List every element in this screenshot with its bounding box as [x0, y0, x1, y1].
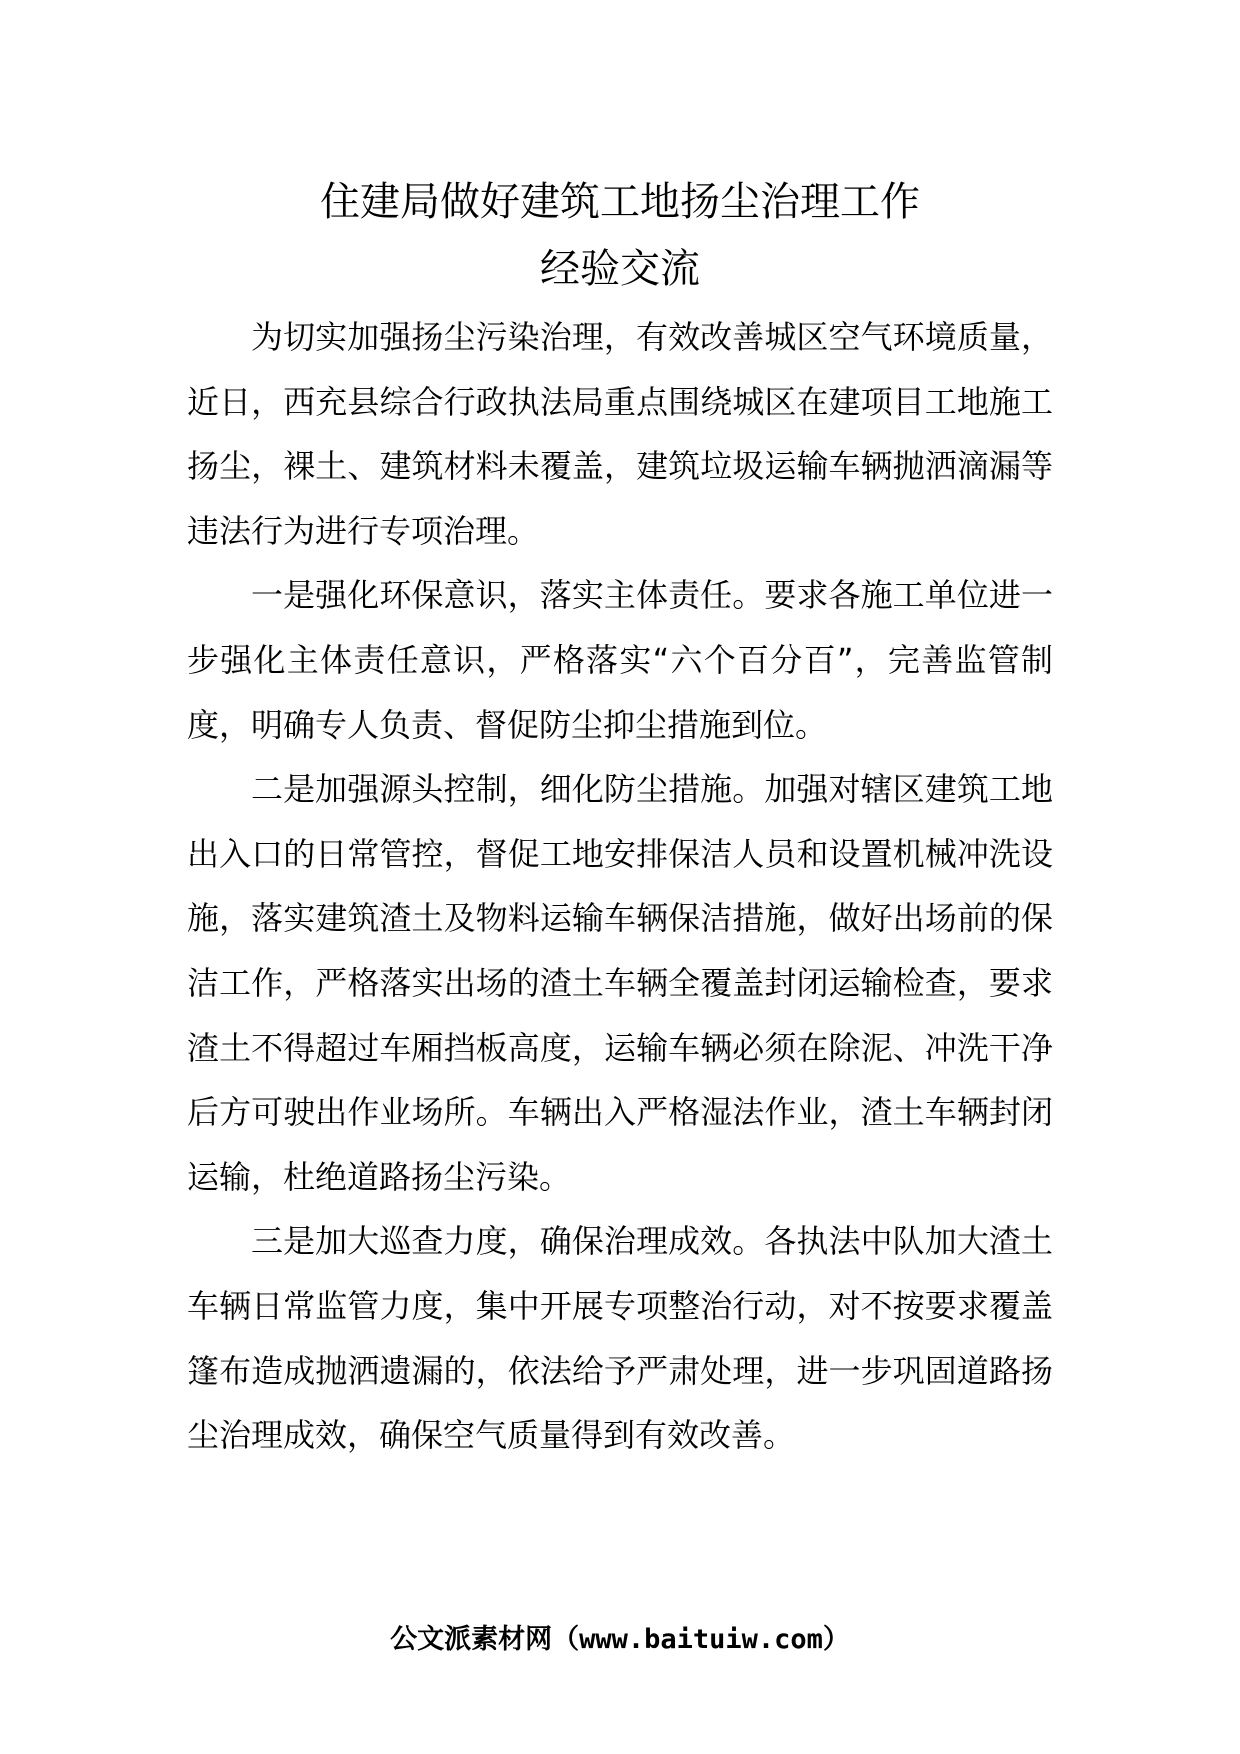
paragraph-point-two: 二是加强源头控制，细化防尘措施。加强对辖区建筑工地出入口的日常管控，督促工地安排保洁人员和设置机械冲洗设施，落实建筑渣土及物料运输车辆保洁措施，做好出场前的保洁工作，严格落实出场的渣土车辆全覆盖封闭运输检查，要求渣土不得超过车厢挡板高度，运输车辆必须在除泥、冲洗干净后方可驶出作业场所。车辆出入严格湿法作业，渣土车辆封闭运输，杜绝道路扬尘污染。 — [187, 770, 1053, 1196]
paragraph-intro: 为切实加强扬尘污染治理，有效改善城区空气环境质量，近日，西充县综合行政执法局重点围绕城区在建项目工地施工扬尘，裸土、建筑材料未覆盖，建筑垃圾运输车辆抛洒滴漏等违法行为进行专项治理。 — [187, 318, 1053, 550]
document-title-line-2: 经验交流 — [540, 246, 700, 292]
document-body — [187, 305, 1053, 1468]
footer-source: 公文派素材网（www.baituiw.com） — [390, 1624, 850, 1655]
paragraph-point-three: 三是加大巡查力度，确保治理成效。各执法中队加大渣土车辆日常监管力度，集中开展专项整治行动，对不按要求覆盖篷布造成抛洒遗漏的，依法给予严肃处理，进一步巩固道路扬尘治理成效，确保空气质量得到有效改善。 — [187, 1222, 1053, 1455]
document-title-line-1: 住建局做好建筑工地扬尘治理工作 — [320, 179, 920, 225]
paragraph-point-one: 一是强化环保意识，落实主体责任。要求各施工单位进一步强化主体责任意识，严格落实“六个百分百”，完善监管制度，明确专人负责、督促防尘抑尘措施到位。 — [187, 576, 1053, 744]
